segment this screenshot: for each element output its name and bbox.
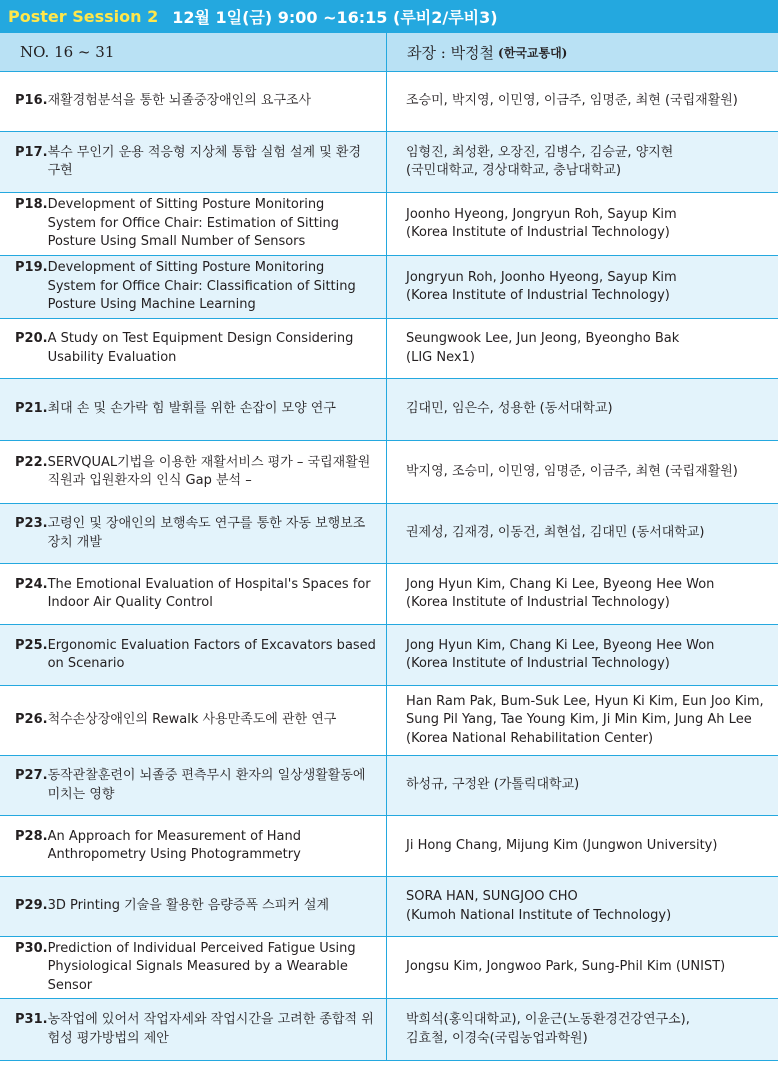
paper-number: P31. [15,1012,48,1027]
paper-title: 동작관찰훈련이 뇌졸중 편측무시 환자의 일상생활활동에 미치는 영향 [47,768,366,802]
paper-authors-cell [387,937,778,998]
paper-number: P17. [15,144,48,160]
paper-number: P25. [15,637,48,653]
paper-authors: Jong Hyun Kim, Chang Ki Lee, Byeong Hee Won [406,637,715,653]
paper-authors: (LIG Nex1) [406,349,475,365]
paper-authors-cell [387,256,778,318]
paper-title-cell [0,319,387,378]
paper-title-cell [0,816,387,876]
paper-title-cell [0,937,387,998]
paper-title-cell [0,504,387,563]
paper-title: 복수 무인기 운용 적응형 지상체 통합 실험 설계 및 환경 구현 [47,144,362,178]
paper-row [0,256,778,319]
paper-title: 척수손상장애인의 Rewalk 사용만족도에 관한 연구 [47,712,337,728]
paper-row [0,686,778,756]
paper-authors: 임형진, 최성환, 오장진, 김병수, 김승균, 양지현 [406,144,674,160]
paper-number: P26. [15,712,48,728]
paper-title: 3D Printing 기술을 활용한 음량증폭 스피커 설계 [47,898,330,914]
session-chair [387,33,778,71]
paper-authors: 박지영, 조승미, 이민영, 임명준, 이금주, 최현 (국립재활원) [406,463,738,479]
paper-authors: Jong Hyun Kim, Chang Ki Lee, Byeong Hee Won [406,576,715,592]
paper-authors: (Korea Institute of Industrial Technology) [406,288,670,303]
paper-row [0,441,778,504]
paper-authors-cell [387,625,778,685]
session-schedule: 12월 1일(금) 9:00 ~16:15 (루비2/루비3) [172,7,498,27]
paper-authors: (Korea Institute of Industrial Technology) [406,656,670,671]
paper-title: Ergonomic Evaluation Factors of Excavators based on Scenario [47,637,376,671]
paper-authors-cell [387,877,778,936]
paper-authors: Jongsu Kim, Jongwoo Park, Sung-Phil Kim (UNIST) [406,959,726,975]
paper-row [0,816,778,877]
paper-row [0,937,778,999]
paper-row [0,504,778,564]
paper-authors-cell [387,132,778,192]
paper-title: SERVQUAL기법을 이용한 재활서비스 평가 – 국립재활원 직원과 입원환자의 인식 Gap 분석 – [47,454,371,488]
paper-title: 최대 손 및 손가락 힘 발휘를 위한 손잡이 모양 연구 [47,401,336,417]
paper-authors-cell [387,72,778,131]
paper-number: P27. [15,768,48,783]
paper-authors: (국민대학교, 경상대학교, 충남대학교) [406,163,622,178]
paper-authors-cell [387,319,778,378]
paper-row [0,132,778,193]
paper-number: P21. [15,401,48,417]
paper-authors: 조승미, 박지영, 이민영, 이금주, 임명준, 최현 (국립재활원) [406,93,738,109]
paper-title: Development of Sitting Posture Monitoring System for Office Chair: Classification of Sitting Posture Using Machine Learning [47,260,356,313]
paper-authors: 권제성, 김재경, 이동건, 최현섭, 김대민 (동서대학교) [406,525,705,541]
paper-title-cell [0,686,387,755]
paper-title: 농작업에 있어서 작업자세와 작업시간을 고려한 종합적 위험성 평가방법의 제안 [47,1012,374,1046]
paper-number: P24. [15,576,48,592]
paper-number: P22. [15,454,48,470]
paper-number: P18. [15,197,48,213]
chair-name: 좌장 : 박정철 [407,43,495,62]
paper-authors: Jongryun Roh, Joonho Hyeong, Sayup Kim [406,269,677,285]
paper-authors-cell [387,379,778,440]
paper-title-cell [0,256,387,318]
chair-affiliation: (한국교통대) [498,45,568,60]
paper-row [0,379,778,441]
paper-title-cell [0,132,387,192]
paper-authors: 박희석(홍익대학교), 이윤근(노동환경건강연구소), [406,1012,690,1027]
paper-title-cell [0,756,387,815]
paper-title-cell [0,877,387,936]
paper-title-cell [0,564,387,624]
paper-row [0,756,778,816]
paper-authors: 김대민, 임은수, 성용한 (동서대학교) [406,401,613,417]
paper-title: Prediction of Individual Perceived Fatigue Using Physiological Signals Measured by a Wearable Sensor [47,940,356,993]
paper-list [0,72,778,1061]
paper-authors-cell [387,999,778,1060]
paper-number: P16. [15,93,48,109]
paper-row [0,564,778,625]
paper-title-cell [0,999,387,1060]
paper-row [0,999,778,1061]
paper-authors: Seungwook Lee, Jun Jeong, Byeongho Bak [406,331,680,346]
paper-authors: SORA HAN, SUNGJOO CHO [406,889,578,904]
paper-authors: 김효철, 이경숙(국립농업과학원) [406,1030,588,1046]
paper-row [0,193,778,256]
paper-row [0,625,778,686]
paper-authors-cell [387,686,778,755]
paper-title-cell [0,379,387,440]
paper-number: P20. [15,331,48,346]
paper-authors: 하성규, 구정완 (가톨릭대학교) [406,777,580,793]
paper-range: NO. 16 ~ 31 [0,33,387,71]
paper-authors: (Kumoh National Institute of Technology) [406,907,672,923]
paper-authors-cell [387,441,778,503]
paper-authors-cell [387,193,778,255]
paper-authors-cell [387,504,778,563]
paper-authors: Ji Hong Chang, Mijung Kim (Jungwon University) [406,837,718,853]
paper-title: A Study on Test Equipment Design Considering Usability Evaluation [47,331,354,365]
paper-authors-cell [387,816,778,876]
paper-title: 재활경험분석을 통한 뇌졸중장애인의 요구조사 [47,93,312,109]
paper-authors-cell [387,564,778,624]
table-header [0,32,778,72]
paper-title: The Emotional Evaluation of Hospital's Spaces for Indoor Air Quality Control [47,576,371,610]
paper-number: P30. [15,940,48,956]
paper-number: P23. [15,516,48,531]
paper-number: P29. [15,898,48,914]
paper-authors-cell [387,756,778,815]
paper-title-cell [0,625,387,685]
paper-title-cell [0,193,387,255]
paper-authors: Joonho Hyeong, Jongryun Roh, Sayup Kim [406,206,677,222]
paper-title: An Approach for Measurement of Hand Anthropometry Using Photogrammetry [47,828,302,862]
session-banner [0,0,778,32]
paper-title-cell [0,72,387,131]
paper-authors: (Korea Institute of Industrial Technology) [406,225,670,240]
paper-number: P28. [15,828,48,844]
paper-authors: (Korea Institute of Industrial Technology) [406,595,670,610]
session-name: Poster Session 2 [8,6,159,26]
paper-title-cell [0,441,387,503]
paper-row [0,877,778,937]
paper-row [0,319,778,379]
paper-row [0,72,778,132]
paper-number: P19. [15,260,48,276]
paper-title: 고령인 및 장애인의 보행속도 연구를 통한 자동 보행보조장치 개발 [47,516,366,550]
paper-title: Development of Sitting Posture Monitoring System for Office Chair: Estimation of Sitting Posture Using Small Number of Sensors [47,197,339,250]
paper-authors: Han Ram Pak, Bum-Suk Lee, Hyun Ki Kim, Eun Joo Kim, Sung Pil Yang, Tae Young Kim, Ji Min Kim, Jung Ah Lee (Korea National Rehabilitation Center) [406,693,764,746]
